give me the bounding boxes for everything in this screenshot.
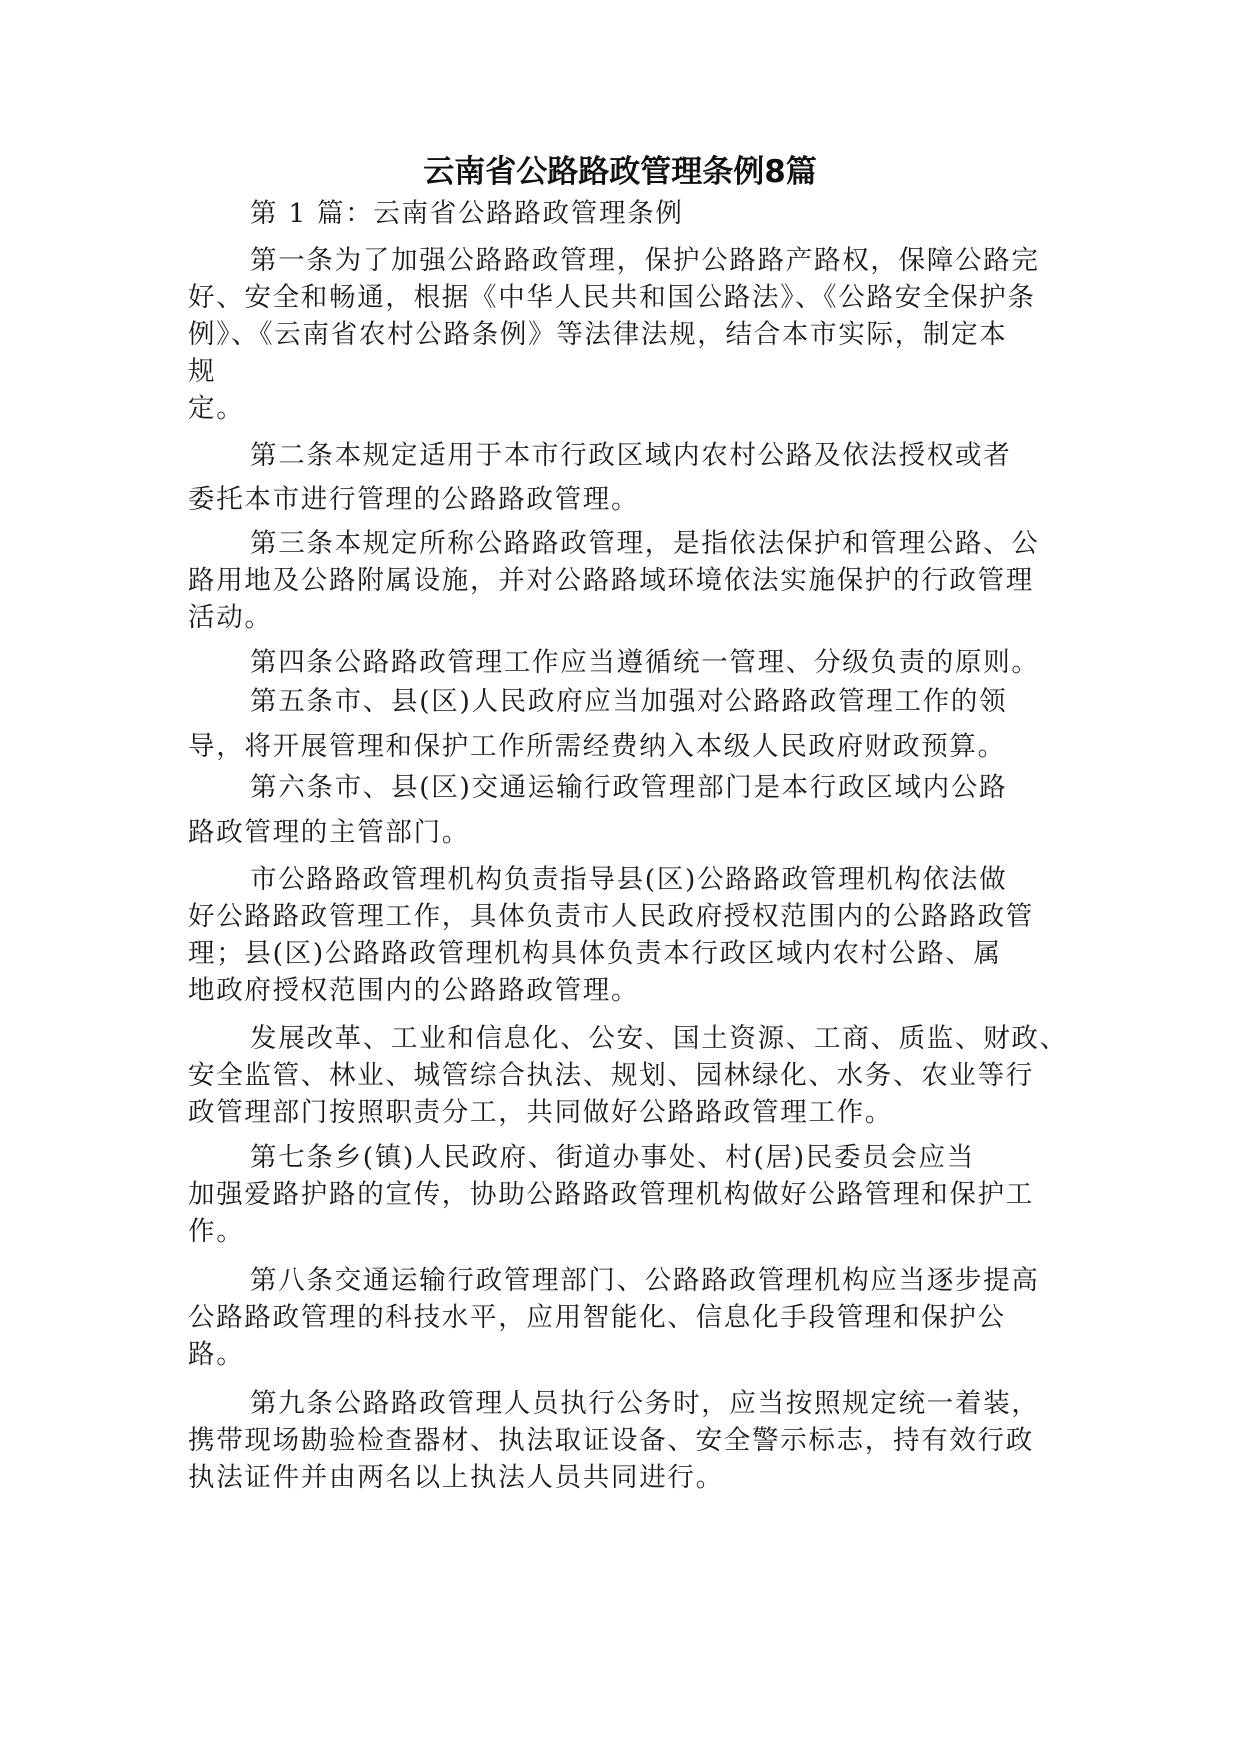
article-line: 规 [188,356,217,387]
article-line: 作。 [188,1216,245,1247]
article-line: 地政府授权范围内的公路路政管理。 [188,975,640,1006]
article-line: 第九条公路路政管理人员执行公务时，应当按照规定统一着装， [250,1388,1040,1419]
article-line: 加强爱路护路的宣传，协助公路路政管理机构做好公路管理和保护工 [188,1179,1034,1210]
article-line: 第二条本规定适用于本市行政区域内农村公路及依法授权或者 [250,440,1012,471]
article-line: 政管理部门按照职责分工，共同做好公路路政管理工作。 [188,1097,893,1128]
subtitle-line: 第 1 篇：云南省公路路政管理条例 [250,198,684,229]
article-line: 活动。 [188,602,273,633]
article-line: 第三条本规定所称公路路政管理，是指依法保护和管理公路、公 [250,528,1040,559]
article-6 [188,769,1048,851]
article-line: 安全监管、林业、城管综合执法、规划、园林绿化、水务、农业等行 [188,1060,1034,1091]
article-line: 执法证件并由两名以上执法人员共同进行。 [188,1462,724,1493]
article-line: 路政管理的主管部门。 [188,817,470,848]
article-1 [188,242,1048,427]
article-4 [188,644,1048,681]
article-line: 第四条公路路政管理工作应当遵循统一管理、分级负责的原则。 [250,647,1040,678]
article-line: 定。 [188,393,245,424]
article-line: 携带现场勘验检查器材、执法取证设备、安全警示标志，持有效行政 [188,1425,1034,1456]
article-line: 第七条乡(镇)人民政府、街道办事处、村(居)民委员会应当 [250,1142,975,1173]
article-2 [188,437,1048,518]
article-line: 好公路路政管理工作，具体负责市人民政府授权范围内的公路路政管 [188,901,1034,932]
article-line: 第六条市、县(区)交通运输行政管理部门是本行政区域内公路 [250,772,1008,803]
article-5 [188,683,1048,765]
subtitle [188,195,1048,232]
article-line: 发展改革、工业和信息化、公安、国土资源、工商、质监、财政、 [250,1023,1068,1054]
article-line: 例》、《云南省农村公路条例》等法律法规，结合本市实际，制定本 [188,319,1008,350]
article-7 [188,1139,1048,1250]
article-8 [188,1262,1048,1373]
article-line: 理；县(区)公路路政管理机构具体负责本行政区域内农村公路、属 [188,938,1002,969]
article-line: 路用地及公路附属设施，并对公路路域环境依法实施保护的行政管理 [188,565,1034,596]
article-line: 路。 [188,1339,245,1370]
article-line: 好、安全和畅通，根据《中华人民共和国公路法》、《公路安全保护条 [188,282,1036,313]
article-line: 市公路路政管理机构负责指导县(区)公路路政管理机构依法做 [250,864,1008,895]
article-line: 第五条市、县(区)人民政府应当加强对公路路政管理工作的领 [250,686,1008,717]
article-line: 公路路政管理的科技水平，应用智能化、信息化手段管理和保护公 [188,1302,1006,1333]
page-title: 云南省公路路政管理条例8篇 [423,154,817,190]
article-line: 导，将开展管理和保护工作所需经费纳入本级人民政府财政预算。 [188,731,1006,762]
article-line: 委托本市进行管理的公路路政管理。 [188,484,640,515]
paragraph-departments [188,1020,1068,1131]
article-line: 第一条为了加强公路路政管理，保护公路路产路权，保障公路完 [250,245,1040,276]
article-3 [188,525,1048,636]
paragraph-city-agency [188,861,1048,1009]
article-line: 第八条交通运输行政管理部门、公路路政管理机构应当逐步提高 [250,1265,1040,1296]
article-9 [188,1385,1048,1496]
